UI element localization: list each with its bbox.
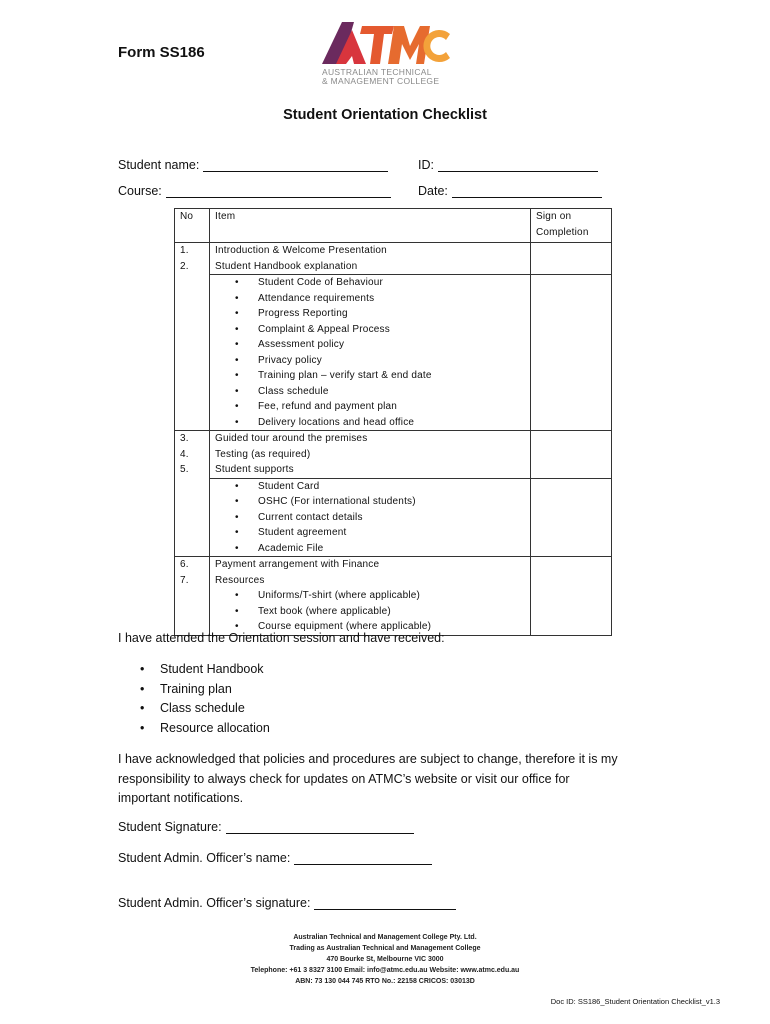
row-number: 2. [180, 260, 189, 272]
date-label: Date: [418, 184, 448, 198]
footer [0, 932, 770, 987]
header-sign [531, 209, 612, 243]
list-item: • Text book (where applicable) [215, 604, 525, 620]
officer-signature-label: Student Admin. Officer’s signature: [118, 896, 311, 910]
logo-line-1: AUSTRALIAN TECHNICAL [322, 67, 432, 77]
header-item [210, 209, 531, 243]
sign-cell[interactable] [531, 275, 612, 431]
list-item: Payment arrangement with Finance [215, 559, 380, 570]
form-number: Form SS186 [118, 44, 205, 61]
list-item: • Class schedule [140, 699, 270, 719]
list-item: Student supports [215, 464, 294, 475]
logo-subtitle [322, 68, 439, 86]
footer-trading: Trading as Australian Technical and Management College [289, 945, 481, 952]
list-item: • Current contact details [215, 510, 525, 526]
list-item: • Delivery locations and head office [215, 415, 525, 431]
row-numbers [175, 431, 210, 479]
id-label: ID: [418, 158, 434, 172]
table-row [175, 557, 612, 636]
id-field[interactable] [418, 158, 598, 172]
table-row [175, 275, 612, 431]
row-numbers [175, 243, 210, 275]
list-item: • Progress Reporting [215, 306, 525, 322]
row-number: 1. [180, 245, 189, 256]
course-line[interactable] [166, 184, 391, 198]
header-sign-line-2: Completion [536, 226, 589, 238]
table-row [175, 478, 612, 557]
list-item: Guided tour around the premises [215, 433, 368, 444]
list-item: • Academic File [215, 541, 525, 557]
student-signature-line[interactable] [226, 820, 414, 834]
row-numbers [175, 478, 210, 557]
officer-signature-field[interactable] [118, 896, 456, 910]
checklist-table [174, 208, 612, 636]
list-item: • Student agreement [215, 525, 525, 541]
list-item: • Privacy policy [215, 353, 525, 369]
row-number: 5. [180, 464, 189, 475]
table-header-row [175, 209, 612, 243]
acknowledgement-line-2: responsibility to always check for updates on ATMC’s website or visit our office for [118, 771, 570, 786]
header-no [175, 209, 210, 243]
list-item: • Student Code of Behaviour [215, 275, 525, 291]
officer-name-line[interactable] [294, 851, 432, 865]
student-signature-field[interactable] [118, 820, 414, 834]
footer-contact: Telephone: +61 3 8327 3100 Email: info@atmc.edu.au Website: www.atmc.edu.au [250, 967, 520, 974]
row-numbers [175, 275, 210, 431]
officer-name-field[interactable] [118, 851, 432, 865]
list-item: • Resource allocation [140, 719, 270, 739]
list-item: • Uniforms/T-shirt (where applicable) [215, 588, 525, 604]
header-sign-line-1: Sign on [536, 211, 572, 222]
row-number: 4. [180, 448, 189, 460]
list-item: • Complaint & Appeal Process [215, 322, 525, 338]
list-item: Student Handbook explanation [215, 260, 358, 272]
student-name-field[interactable] [118, 158, 388, 172]
logo-line-2: & MANAGEMENT COLLEGE [322, 76, 440, 86]
list-item: • Training plan [140, 680, 270, 700]
row-items [210, 557, 531, 636]
officer-name-label: Student Admin. Officer’s name: [118, 851, 291, 865]
list-item: • Class schedule [215, 384, 525, 400]
footer-address: 470 Bourke St, Melbourne VIC 3000 [326, 956, 444, 963]
list-item: Resources [215, 574, 265, 586]
received-list [140, 660, 270, 738]
list-item: • Assessment policy [215, 337, 525, 353]
list-item: • Student Handbook [140, 660, 270, 680]
sign-cell[interactable] [531, 557, 612, 636]
sign-cell[interactable] [531, 243, 612, 275]
student-signature-label: Student Signature: [118, 820, 222, 834]
row-subitems [210, 275, 531, 431]
list-item: • Student Card [215, 479, 525, 495]
header-no-label: No [180, 211, 194, 222]
student-name-label: Student name: [118, 158, 200, 172]
row-number: 6. [180, 559, 189, 570]
student-name-line[interactable] [203, 158, 388, 172]
row-number: 7. [180, 574, 189, 586]
list-item: • Training plan – verify start & end date [215, 368, 525, 384]
course-label: Course: [118, 184, 162, 198]
footer-company: Australian Technical and Management College Pty. Ltd. [293, 934, 477, 941]
row-items [210, 431, 531, 479]
document-id: Doc ID: SS186_Student Orientation Checklist_v1.3 [550, 997, 720, 1006]
table-row [175, 243, 612, 275]
row-number: 3. [180, 433, 189, 444]
list-item: • Course equipment (where applicable) [215, 619, 525, 635]
officer-signature-line[interactable] [314, 896, 456, 910]
acknowledgement-line-1: I have acknowledged that policies and procedures are subject to change, therefore it is my [118, 752, 618, 766]
list-item: Testing (as required) [215, 448, 311, 460]
attended-intro: I have attended the Orientation session and have received: [118, 631, 445, 645]
acknowledgement-line-3: important notifications. [118, 791, 244, 805]
footer-registration: ABN: 73 130 044 745 RTO No.: 22158 CRICOS: 03013D [295, 978, 475, 985]
table-row [175, 431, 612, 479]
list-item: Introduction & Welcome Presentation [215, 245, 387, 256]
date-line[interactable] [452, 184, 602, 198]
list-item: • Fee, refund and payment plan [215, 399, 525, 415]
page-title: Student Orientation Checklist [283, 107, 487, 123]
list-item: • Attendance requirements [215, 291, 525, 307]
id-line[interactable] [438, 158, 598, 172]
logo-t-shape [360, 26, 394, 64]
row-items [210, 243, 531, 275]
row-numbers [175, 557, 210, 636]
sign-cell[interactable] [531, 431, 612, 479]
course-field[interactable] [118, 184, 391, 198]
acknowledgement-text [118, 750, 618, 809]
row-subitems [210, 478, 531, 557]
date-field[interactable] [418, 184, 602, 198]
sign-cell[interactable] [531, 478, 612, 557]
header-item-label: Item [215, 211, 236, 222]
list-item: • OSHC (For international students) [215, 494, 525, 510]
